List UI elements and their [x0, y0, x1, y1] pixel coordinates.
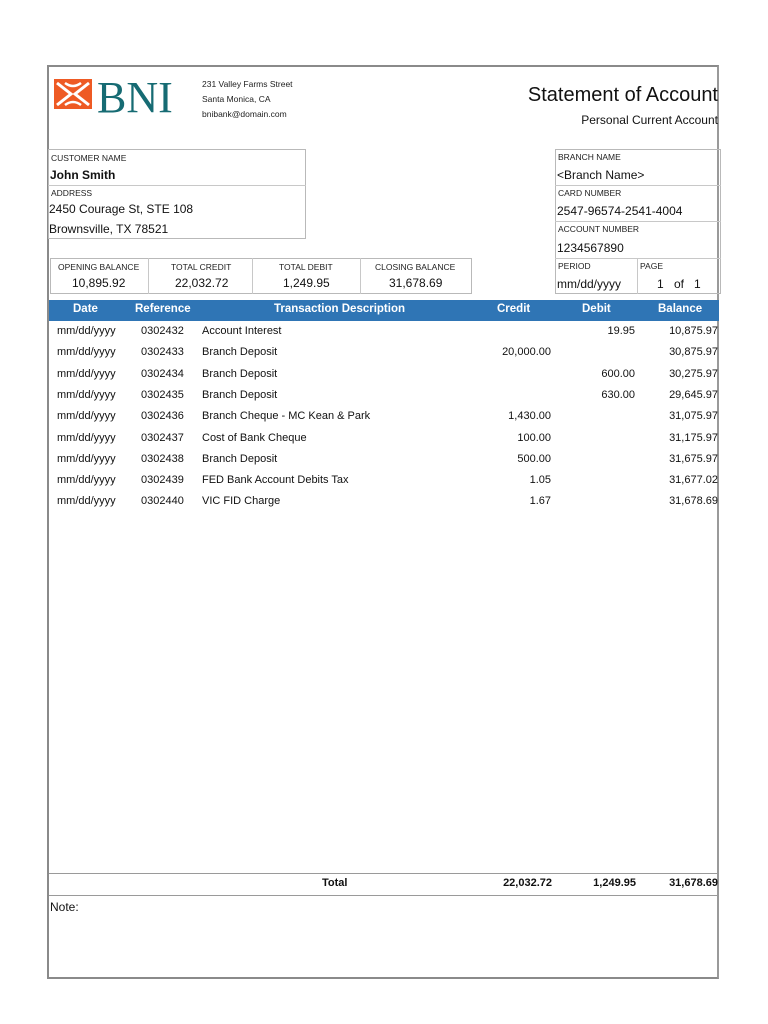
- opening-balance: 10,895.92: [72, 276, 126, 290]
- cell-date: mm/dd/yyyy: [57, 346, 116, 359]
- cell-ref: 0302434: [141, 367, 184, 380]
- account-number: 1234567890: [557, 241, 624, 255]
- cell-date: mm/dd/yyyy: [57, 452, 116, 465]
- cell-balance: 30,275.97: [669, 367, 718, 380]
- table-row: [49, 386, 719, 407]
- cell-credit: 1.05: [529, 474, 551, 487]
- bank-address: [202, 77, 293, 122]
- total-bottom-rule: [49, 895, 719, 896]
- closing-balance-label: CLOSING BALANCE: [375, 262, 456, 272]
- statement-subtitle: Personal Current Account: [581, 113, 718, 127]
- cell-ref: 0302435: [141, 388, 184, 401]
- cell-ref: 0302438: [141, 452, 184, 465]
- cell-desc: FED Bank Account Debits Tax: [202, 474, 349, 487]
- cell-balance: 31,175.97: [669, 431, 718, 444]
- card-number: 2547-96574-2541-4004: [557, 204, 683, 218]
- total-credit-label: TOTAL CREDIT: [171, 262, 232, 272]
- col-debit: Debit: [582, 303, 611, 315]
- cell-ref: 0302439: [141, 474, 184, 487]
- total-top-rule: [49, 873, 719, 874]
- cell-date: mm/dd/yyyy: [57, 325, 116, 337]
- cell-ref: 0302432: [141, 325, 184, 337]
- page-of: of: [674, 277, 685, 291]
- cell-balance: 29,645.97: [669, 388, 718, 401]
- cell-date: mm/dd/yyyy: [57, 495, 116, 508]
- cell-credit: 500.00: [517, 452, 551, 465]
- period-label: PERIOD: [558, 261, 591, 271]
- address-label: ADDRESS: [51, 188, 93, 198]
- cell-ref: 0302433: [141, 346, 184, 359]
- bank-email: bnibank@domain.com: [202, 109, 287, 119]
- bni-logo-wordmark: BNI: [97, 73, 173, 117]
- table-row: [49, 450, 719, 471]
- cell-date: mm/dd/yyyy: [57, 410, 116, 423]
- card-number-label: CARD NUMBER: [558, 188, 622, 198]
- cell-desc: Cost of Bank Cheque: [202, 431, 307, 444]
- total-debit-sum: 1,249.95: [593, 877, 636, 889]
- table-row: [49, 407, 719, 428]
- cell-credit: 20,000.00: [502, 346, 551, 359]
- page-current: 1: [657, 277, 664, 291]
- bank-address-line2: Santa Monica, CA: [202, 94, 271, 104]
- branch-name: <Branch Name>: [557, 168, 645, 182]
- cell-credit: 1.67: [529, 495, 551, 508]
- cell-date: mm/dd/yyyy: [57, 388, 116, 401]
- col-credit: Credit: [497, 303, 531, 315]
- cell-desc: Branch Deposit: [202, 367, 278, 380]
- total-credit: 22,032.72: [175, 276, 229, 290]
- cell-desc: Branch Deposit: [202, 346, 278, 359]
- col-description: Transaction Description: [274, 303, 406, 315]
- cell-balance: 31,678.69: [669, 495, 718, 508]
- customer-name-label: CUSTOMER NAME: [51, 153, 127, 163]
- table-row: [49, 343, 719, 364]
- cell-balance: 30,875.97: [669, 346, 718, 359]
- closing-balance: 31,678.69: [389, 276, 443, 290]
- col-reference: Reference: [135, 303, 191, 315]
- total-debit: 1,249.95: [283, 276, 330, 290]
- col-balance: Balance: [658, 303, 703, 315]
- cell-debit: 600.00: [601, 367, 635, 380]
- cell-ref: 0302440: [141, 495, 184, 508]
- period-value: mm/dd/yyyy: [557, 277, 622, 291]
- cell-debit: 630.00: [601, 388, 635, 401]
- cell-desc: Branch Deposit: [202, 388, 278, 401]
- total-debit-label: TOTAL DEBIT: [279, 262, 333, 272]
- cell-credit: 1,430.00: [508, 410, 551, 423]
- col-date: Date: [73, 303, 98, 315]
- cell-balance: 31,075.97: [669, 410, 718, 423]
- page-label: PAGE: [640, 261, 663, 271]
- customer-name: John Smith: [50, 168, 116, 182]
- table-row: [49, 492, 719, 513]
- cell-date: mm/dd/yyyy: [57, 474, 116, 487]
- cell-balance: 31,677.02: [669, 474, 718, 487]
- note-label: Note:: [50, 900, 79, 914]
- cell-balance: 10,875.97: [669, 325, 718, 337]
- account-number-label: ACCOUNT NUMBER: [558, 224, 640, 234]
- cell-credit: 100.00: [517, 431, 551, 444]
- cell-balance: 31,675.97: [669, 452, 718, 465]
- cell-desc: VIC FID Charge: [202, 495, 281, 508]
- cell-desc: Account Interest: [202, 325, 282, 337]
- table-row: [49, 471, 719, 492]
- bni-logo-mark-icon: [54, 79, 92, 109]
- cell-debit: 19.95: [607, 325, 635, 337]
- table-row: [49, 322, 719, 343]
- address-line1: 2450 Courage St, STE 108: [49, 202, 194, 216]
- cell-desc: Branch Cheque - MC Kean & Park: [202, 410, 371, 423]
- table-row: [49, 429, 719, 450]
- page-total: 1: [694, 277, 701, 291]
- bank-address-line1: 231 Valley Farms Street: [202, 79, 293, 89]
- total-balance-sum: 31,678.69: [669, 877, 718, 889]
- transactions-header: [49, 300, 719, 321]
- branch-name-label: BRANCH NAME: [558, 152, 621, 162]
- cell-date: mm/dd/yyyy: [57, 431, 116, 444]
- total-label: Total: [322, 877, 348, 889]
- address-line2: Brownsville, TX 78521: [49, 222, 169, 236]
- cell-ref: 0302437: [141, 431, 184, 444]
- cell-date: mm/dd/yyyy: [57, 367, 116, 380]
- statement-title: Statement of Account: [527, 84, 718, 106]
- opening-balance-label: OPENING BALANCE: [58, 262, 140, 272]
- table-row: [49, 365, 719, 386]
- bni-logo: [53, 73, 198, 117]
- cell-ref: 0302436: [141, 410, 184, 423]
- total-credit-sum: 22,032.72: [503, 877, 552, 889]
- cell-desc: Branch Deposit: [202, 452, 278, 465]
